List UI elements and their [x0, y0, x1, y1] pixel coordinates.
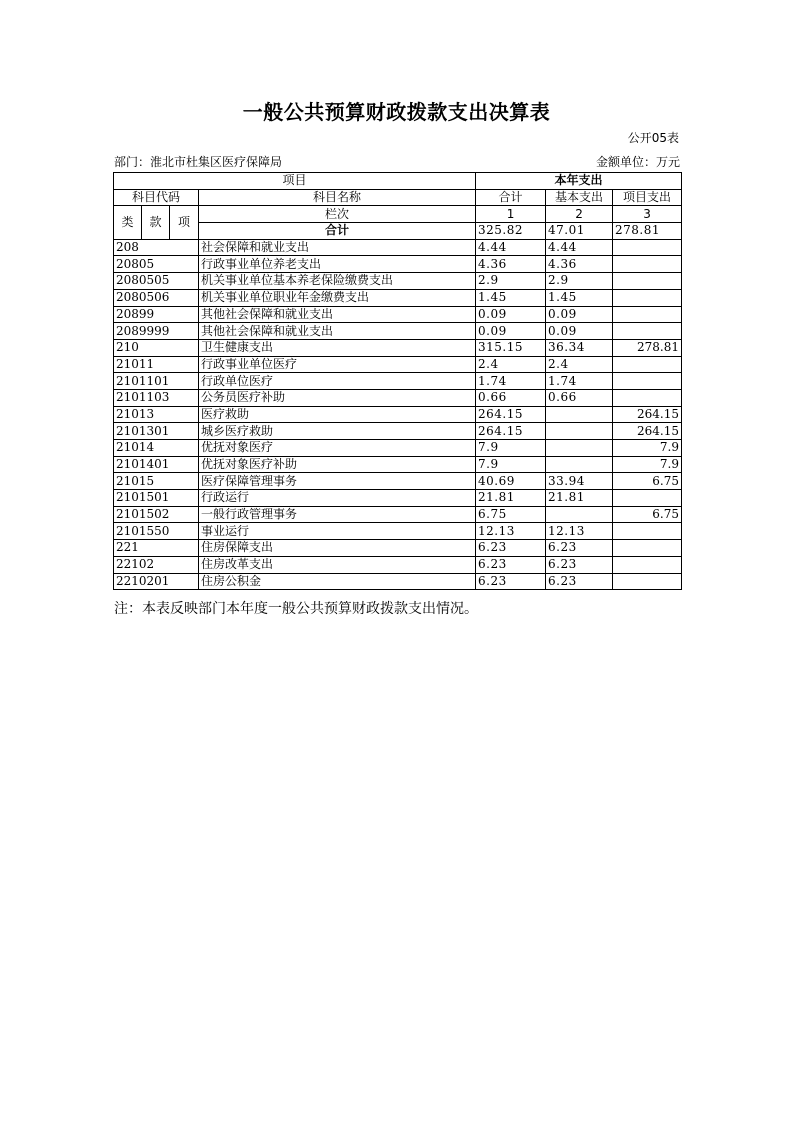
table-row: [114, 256, 682, 273]
table-row: [114, 323, 682, 340]
grand-total-basic: 47.01: [546, 223, 613, 240]
subject-name-cell: 其他社会保障和就业支出: [199, 306, 476, 323]
header-lei: 类: [114, 206, 142, 239]
basic-cell: 2.9: [546, 273, 613, 290]
total-cell: 21.81: [476, 490, 546, 507]
total-cell: 1.74: [476, 373, 546, 390]
total-cell: 1.45: [476, 289, 546, 306]
basic-cell: 0.09: [546, 306, 613, 323]
subject-code-cell: 21011: [114, 356, 199, 373]
header-col2: 2: [546, 206, 613, 223]
total-cell: 6.75: [476, 506, 546, 523]
unit-label: 金额单位：万元: [595, 155, 680, 169]
subject-code-cell: 20899: [114, 306, 199, 323]
grand-total-project: 278.81: [613, 223, 682, 240]
header-xiang: 项: [170, 206, 199, 239]
subject-code-cell: 2101101: [114, 373, 199, 390]
project-cell: [613, 373, 682, 390]
basic-cell: 6.23: [546, 573, 613, 590]
subject-name-cell: 卫生健康支出: [199, 339, 476, 356]
total-cell: 4.44: [476, 239, 546, 256]
budget-table: [113, 172, 682, 590]
subject-name-cell: 优抚对象医疗: [199, 440, 476, 457]
basic-cell: 1.45: [546, 289, 613, 306]
project-cell: [613, 490, 682, 507]
project-cell: [613, 273, 682, 290]
project-cell: [613, 523, 682, 540]
subject-code-cell: 210: [114, 339, 199, 356]
basic-cell: 2.4: [546, 356, 613, 373]
header-subject-name: 科目名称: [199, 189, 476, 206]
header-project: 项目支出: [613, 189, 682, 206]
subject-code-cell: 2080506: [114, 289, 199, 306]
page-title: 一般公共预算财政拨款支出决算表: [242, 100, 551, 124]
table-row: [114, 556, 682, 573]
total-cell: 40.69: [476, 473, 546, 490]
table-row: [114, 473, 682, 490]
basic-cell: 6.23: [546, 540, 613, 557]
subject-name-cell: 社会保障和就业支出: [199, 239, 476, 256]
project-cell: [613, 556, 682, 573]
subject-code-cell: 2101401: [114, 456, 199, 473]
total-cell: 2.4: [476, 356, 546, 373]
subject-code-cell: 2101550: [114, 523, 199, 540]
table-row: [114, 373, 682, 390]
table-row: [114, 339, 682, 356]
basic-cell: 0.66: [546, 389, 613, 406]
basic-cell: 33.94: [546, 473, 613, 490]
subject-name-cell: 行政单位医疗: [199, 373, 476, 390]
subject-name-cell: 一般行政管理事务: [199, 506, 476, 523]
project-cell: [613, 356, 682, 373]
table-row: [114, 573, 682, 590]
project-cell: [613, 389, 682, 406]
basic-cell: [546, 506, 613, 523]
header-row-3: [114, 206, 682, 223]
total-cell: 264.15: [476, 423, 546, 440]
total-cell: 264.15: [476, 406, 546, 423]
subject-name-cell: 行政事业单位医疗: [199, 356, 476, 373]
subject-name-cell: 医疗救助: [199, 406, 476, 423]
header-current-year: 本年支出: [476, 173, 682, 190]
basic-cell: 12.13: [546, 523, 613, 540]
total-cell: 6.23: [476, 540, 546, 557]
subject-code-cell: 21013: [114, 406, 199, 423]
department-label: 部门：淮北市杜集区医疗保障局: [114, 155, 283, 169]
table-row: [114, 289, 682, 306]
table-row: [114, 406, 682, 423]
subject-code-cell: 2089999: [114, 323, 199, 340]
subject-code-cell: 2101501: [114, 490, 199, 507]
subject-code-cell: 21014: [114, 440, 199, 457]
project-cell: 6.75: [613, 506, 682, 523]
table-row: [114, 239, 682, 256]
subject-code-cell: 221: [114, 540, 199, 557]
footnote: 注：本表反映部门本年度一般公共预算财政拨款支出情况。: [114, 601, 478, 617]
project-cell: [613, 573, 682, 590]
subject-name-cell: 住房公积金: [199, 573, 476, 590]
table-row: [114, 523, 682, 540]
subject-code-cell: 208: [114, 239, 199, 256]
project-cell: 278.81: [613, 339, 682, 356]
header-column-no: 栏次: [199, 206, 476, 223]
subject-name-cell: 行政事业单位养老支出: [199, 256, 476, 273]
total-cell: 7.9: [476, 440, 546, 457]
subject-name-cell: 机关事业单位基本养老保险缴费支出: [199, 273, 476, 290]
subject-name-cell: 行政运行: [199, 490, 476, 507]
basic-cell: 4.36: [546, 256, 613, 273]
header-basic: 基本支出: [546, 189, 613, 206]
subject-code-cell: 2080505: [114, 273, 199, 290]
grand-total-row: [114, 223, 682, 240]
project-cell: 7.9: [613, 456, 682, 473]
total-cell: 0.66: [476, 389, 546, 406]
total-cell: 6.23: [476, 556, 546, 573]
subject-name-cell: 其他社会保障和就业支出: [199, 323, 476, 340]
project-cell: 264.15: [613, 406, 682, 423]
subject-name-cell: 公务员医疗补助: [199, 389, 476, 406]
basic-cell: [546, 406, 613, 423]
subject-name-cell: 医疗保障管理事务: [199, 473, 476, 490]
header-item: 项目: [114, 173, 476, 190]
table-row: [114, 389, 682, 406]
subject-code-cell: 2101301: [114, 423, 199, 440]
table-row: [114, 273, 682, 290]
subject-code-cell: 2101103: [114, 389, 199, 406]
table-row: [114, 440, 682, 457]
table-row: [114, 456, 682, 473]
total-cell: 4.36: [476, 256, 546, 273]
subject-name-cell: 机关事业单位职业年金缴费支出: [199, 289, 476, 306]
basic-cell: 0.09: [546, 323, 613, 340]
total-cell: 0.09: [476, 323, 546, 340]
basic-cell: 6.23: [546, 556, 613, 573]
project-cell: [613, 289, 682, 306]
form-number: 公开05表: [627, 131, 679, 145]
subject-name-cell: 事业运行: [199, 523, 476, 540]
project-cell: 7.9: [613, 440, 682, 457]
basic-cell: [546, 456, 613, 473]
subject-name-cell: 城乡医疗救助: [199, 423, 476, 440]
header-col1: 1: [476, 206, 546, 223]
basic-cell: 36.34: [546, 339, 613, 356]
total-cell: 315.15: [476, 339, 546, 356]
project-cell: 6.75: [613, 473, 682, 490]
table-row: [114, 423, 682, 440]
subject-name-cell: 住房改革支出: [199, 556, 476, 573]
header-total: 合计: [476, 189, 546, 206]
header-col3: 3: [613, 206, 682, 223]
subject-code-cell: 21015: [114, 473, 199, 490]
project-cell: [613, 306, 682, 323]
meta-row: [114, 153, 680, 170]
basic-cell: 21.81: [546, 490, 613, 507]
subject-name-cell: 优抚对象医疗补助: [199, 456, 476, 473]
subject-code-cell: 20805: [114, 256, 199, 273]
subject-code-cell: 2101502: [114, 506, 199, 523]
subject-code-cell: 2210201: [114, 573, 199, 590]
table-row: [114, 506, 682, 523]
grand-total-label: 合计: [199, 223, 476, 240]
project-cell: [613, 540, 682, 557]
total-cell: 12.13: [476, 523, 546, 540]
grand-total-total: 325.82: [476, 223, 546, 240]
table-row: [114, 306, 682, 323]
total-cell: 7.9: [476, 456, 546, 473]
header-row-1: [114, 173, 682, 190]
header-subject-code: 科目代码: [114, 189, 199, 206]
header-row-2: [114, 189, 682, 206]
total-cell: 6.23: [476, 573, 546, 590]
project-cell: 264.15: [613, 423, 682, 440]
project-cell: [613, 239, 682, 256]
basic-cell: 4.44: [546, 239, 613, 256]
table-row: [114, 356, 682, 373]
project-cell: [613, 323, 682, 340]
subject-code-cell: 22102: [114, 556, 199, 573]
table-row: [114, 540, 682, 557]
table-row: [114, 490, 682, 507]
subject-name-cell: 住房保障支出: [199, 540, 476, 557]
basic-cell: 1.74: [546, 373, 613, 390]
total-cell: 2.9: [476, 273, 546, 290]
project-cell: [613, 256, 682, 273]
header-kuan: 款: [142, 206, 170, 239]
total-cell: 0.09: [476, 306, 546, 323]
basic-cell: [546, 440, 613, 457]
basic-cell: [546, 423, 613, 440]
